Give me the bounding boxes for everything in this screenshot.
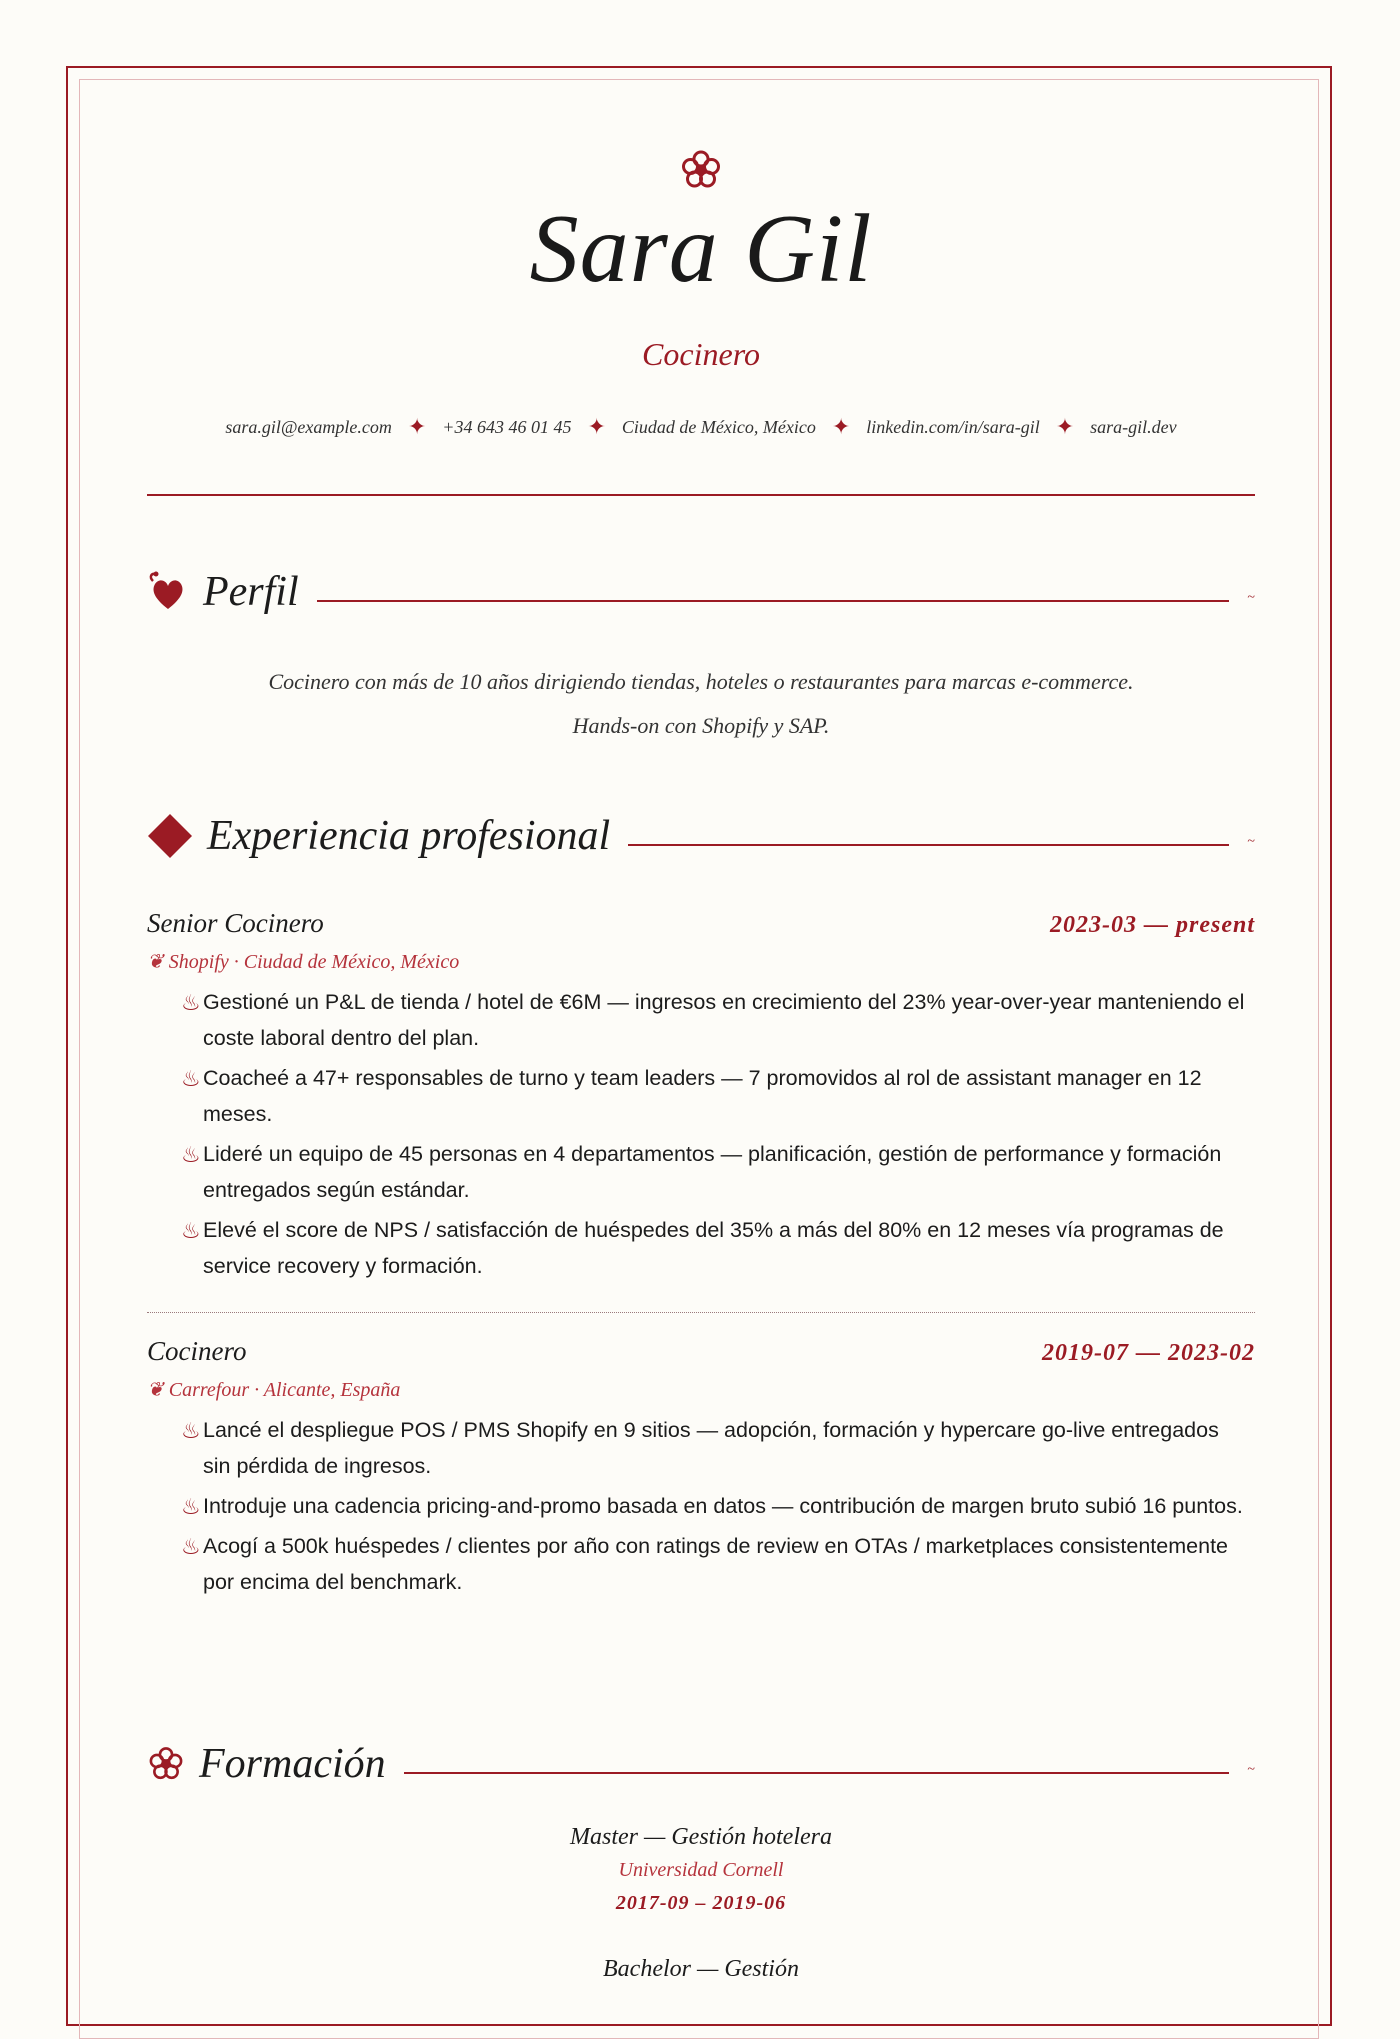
- profile-line: Hands-on con Shopify y SAP.: [572, 713, 830, 738]
- job-bullets: [147, 984, 1255, 1284]
- separator-star-icon: ✦: [1055, 414, 1075, 439]
- hot-springs-icon: ♨: [181, 991, 201, 1016]
- edu-degree: Bachelor — Gestión: [603, 1956, 799, 1982]
- list-item: ♨ Coacheé a 47+ responsables de turno y team leaders — 7 promovidos al rol de assistant manager en 12 meses.: [203, 1060, 1255, 1132]
- list-item: ♨ Lancé el despliegue POS / PMS Shopify en 9 sitios — adopción, formación y hypercare go-live entregados sin pérdida de ingresos.: [203, 1412, 1255, 1484]
- list-item: ♨ Lideré un equipo de 45 personas en 4 departamentos — planificación, gestión de performance y formación entregados según estándar.: [203, 1136, 1255, 1208]
- hot-springs-icon: ♨: [181, 1535, 201, 1560]
- hot-springs-icon: ♨: [181, 1219, 201, 1244]
- section-end-mark: ~: [1247, 590, 1255, 605]
- contact-website[interactable]: sara-gil.dev: [1090, 416, 1177, 437]
- separator-star-icon: ✦: [587, 414, 606, 439]
- hot-springs-icon: ♨: [181, 1143, 201, 1168]
- flower-icon: [147, 1745, 185, 1783]
- header-divider: [147, 494, 1255, 496]
- section-rule: [317, 600, 1230, 602]
- job-title: Senior Cocinero: [147, 908, 324, 938]
- section-header-profile: [147, 568, 1255, 616]
- diamond-icon: [147, 813, 193, 859]
- job-entry: [147, 908, 1255, 1288]
- contact-email[interactable]: sara.gil@example.com: [225, 416, 392, 437]
- edu-degree: Master — Gestión hotelera: [570, 1824, 832, 1850]
- contact-linkedin[interactable]: linkedin.com/in/sara-gil: [866, 416, 1040, 437]
- education-entry: [147, 1956, 1255, 1983]
- list-item: ♨ Gestioné un P&L de tienda / hotel de €6M — ingresos en crecimiento del 23% year-over-year manteniendo el coste laboral dentro del plan.: [203, 984, 1255, 1056]
- section-header-experience: [147, 812, 1255, 860]
- job-entry: [147, 1336, 1255, 1604]
- hot-springs-icon: ♨: [181, 1067, 201, 1092]
- section-title: Experiencia profesional: [207, 813, 611, 859]
- job-divider: [147, 1312, 1255, 1313]
- section-title: Perfil: [203, 569, 299, 615]
- section-header-education: [147, 1740, 1255, 1788]
- edu-school: Universidad Cornell: [618, 1859, 784, 1881]
- candidate-role: Cocinero: [642, 336, 760, 372]
- edu-dates: 2017-09 – 2019-06: [615, 1892, 787, 1914]
- list-item: ♨ Acogí a 500k huéspedes / clientes por año con ratings de review en OTAs / marketplaces consistentemente por encima del benchmark.: [203, 1528, 1255, 1600]
- hot-springs-icon: ♨: [181, 1419, 201, 1444]
- contact-row: [147, 414, 1255, 440]
- separator-star-icon: ✦: [831, 414, 851, 439]
- heart-icon: [147, 571, 189, 613]
- contact-phone[interactable]: +34 643 46 01 45: [442, 416, 572, 437]
- job-dates: 2019-07 — 2023-02: [1042, 1340, 1255, 1366]
- job-dates: 2023-03 — present: [1050, 912, 1255, 938]
- separator-star-icon: ✦: [407, 414, 427, 439]
- section-end-mark: ~: [1247, 1762, 1255, 1777]
- job-company: ❦ Shopify · Ciudad de México, México: [147, 951, 460, 973]
- section-rule: [628, 844, 1229, 846]
- job-company: ❦ Carrefour · Alicante, España: [147, 1379, 401, 1401]
- profile-line: Cocinero con más de 10 años dirigiendo tiendas, hoteles o restaurantes para marcas e-commerce.: [268, 669, 1134, 694]
- contact-location: Ciudad de México, México: [621, 416, 816, 437]
- job-bullets: [147, 1412, 1255, 1600]
- hot-springs-icon: ♨: [181, 1495, 201, 1520]
- list-item: ♨ Elevé el score de NPS / satisfacción de huéspedes del 35% a más del 80% en 12 meses vía programas de service recovery y formación.: [203, 1212, 1255, 1284]
- section-title: Formación: [199, 1741, 386, 1787]
- list-item: ♨ Introduje una cadencia pricing-and-promo basada en datos — contribución de margen bruto subió 16 puntos.: [203, 1488, 1255, 1524]
- candidate-name: Sara Gil: [529, 195, 873, 303]
- section-rule: [404, 1772, 1230, 1774]
- section-end-mark: ~: [1247, 834, 1255, 849]
- education-entry: [147, 1824, 1255, 1915]
- profile-summary: [147, 660, 1255, 748]
- job-title: Cocinero: [147, 1336, 247, 1366]
- flower-icon: [679, 148, 723, 192]
